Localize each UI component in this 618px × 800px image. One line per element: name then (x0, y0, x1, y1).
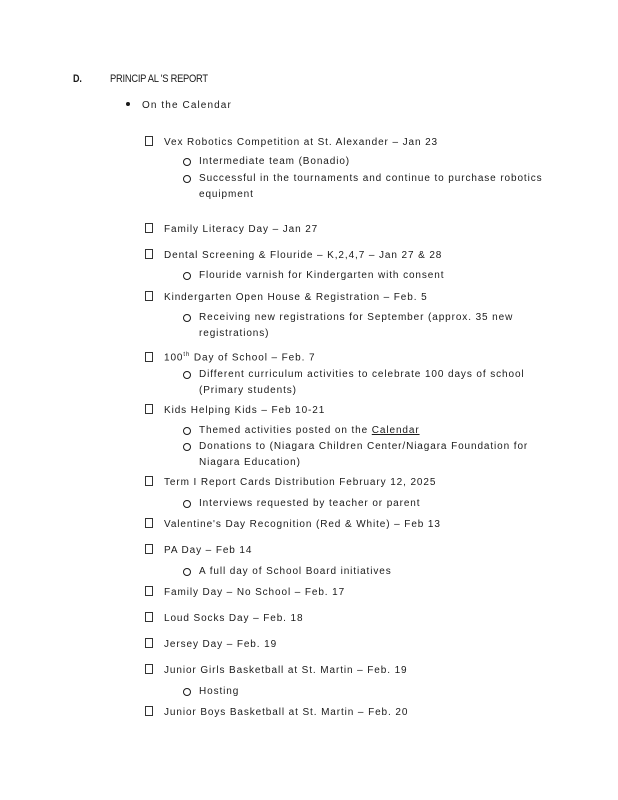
square-bullet-icon (145, 223, 153, 233)
list-item: Valentine's Day Recognition (Red & White) – Feb 13 (145, 519, 441, 531)
square-bullet-icon (145, 638, 153, 648)
square-bullet-icon (145, 249, 153, 259)
square-bullet-icon (145, 612, 153, 622)
section-title: PRINCIP AL 'S REPORT (110, 73, 208, 85)
calendar-heading-row (126, 100, 232, 111)
sub-list-item: Hosting (183, 684, 543, 700)
list-item: Dental Screening & Flouride – K,2,4,7 – Jan 27 & 28 (145, 250, 442, 262)
sub-list-item: A full day of School Board initiatives (183, 564, 543, 580)
square-bullet-icon (145, 291, 153, 301)
square-bullet-icon (145, 476, 153, 486)
list-item: Kindergarten Open House & Registration – Feb. 5 (145, 292, 428, 304)
circle-bullet-icon (183, 272, 191, 280)
sub-list-item: Themed activities posted on the Calendar (183, 423, 543, 439)
square-bullet-icon (145, 404, 153, 414)
sub-list-item: Interviews requested by teacher or parent (183, 496, 543, 512)
list-item: 100th Day of School – Feb. 7 (145, 349, 315, 364)
circle-bullet-icon (183, 371, 191, 379)
square-bullet-icon (145, 664, 153, 674)
square-bullet-icon (145, 544, 153, 554)
square-bullet-icon (145, 706, 153, 716)
circle-bullet-icon (183, 427, 191, 435)
square-bullet-icon (145, 352, 153, 362)
list-item: Kids Helping Kids – Feb 10-21 (145, 405, 325, 417)
circle-bullet-icon (183, 175, 191, 183)
section-letter: D. (73, 73, 82, 85)
list-item: Family Literacy Day – Jan 27 (145, 224, 318, 236)
list-item: Junior Girls Basketball at St. Martin – Feb. 19 (145, 665, 408, 677)
square-bullet-icon (145, 136, 153, 146)
square-bullet-icon (145, 518, 153, 528)
sub-list-item: Donations to (Niagara Children Center/Niagara Foundation for Niagara Education) (183, 439, 543, 471)
list-item: Family Day – No School – Feb. 17 (145, 587, 345, 599)
circle-bullet-icon (183, 500, 191, 508)
list-item: Vex Robotics Competition at St. Alexander – Jan 23 (145, 137, 438, 149)
list-item: Jersey Day – Feb. 19 (145, 639, 277, 651)
sub-list-item: Successful in the tournaments and continue to purchase robotics equipment (183, 171, 543, 203)
circle-bullet-icon (183, 158, 191, 166)
calendar-link[interactable]: Calendar (371, 425, 420, 436)
list-item: Junior Boys Basketball at St. Martin – Feb. 20 (145, 707, 408, 719)
square-bullet-icon (145, 586, 153, 596)
sub-list-item: Flouride varnish for Kindergarten with consent (183, 268, 543, 284)
circle-bullet-icon (183, 443, 191, 451)
sub-list-item: Receiving new registrations for September (approx. 35 new registrations) (183, 310, 543, 342)
bullet-icon (126, 102, 130, 106)
sub-list-item: Different curriculum activities to celebrate 100 days of school (Primary students) (183, 367, 543, 399)
circle-bullet-icon (183, 568, 191, 576)
circle-bullet-icon (183, 688, 191, 696)
list-item: Term I Report Cards Distribution February 12, 2025 (145, 477, 436, 489)
calendar-heading: On the Calendar (142, 100, 232, 111)
circle-bullet-icon (183, 314, 191, 322)
sub-list-item: Intermediate team (Bonadio) (183, 154, 543, 170)
list-item: PA Day – Feb 14 (145, 545, 252, 557)
list-item: Loud Socks Day – Feb. 18 (145, 613, 303, 625)
